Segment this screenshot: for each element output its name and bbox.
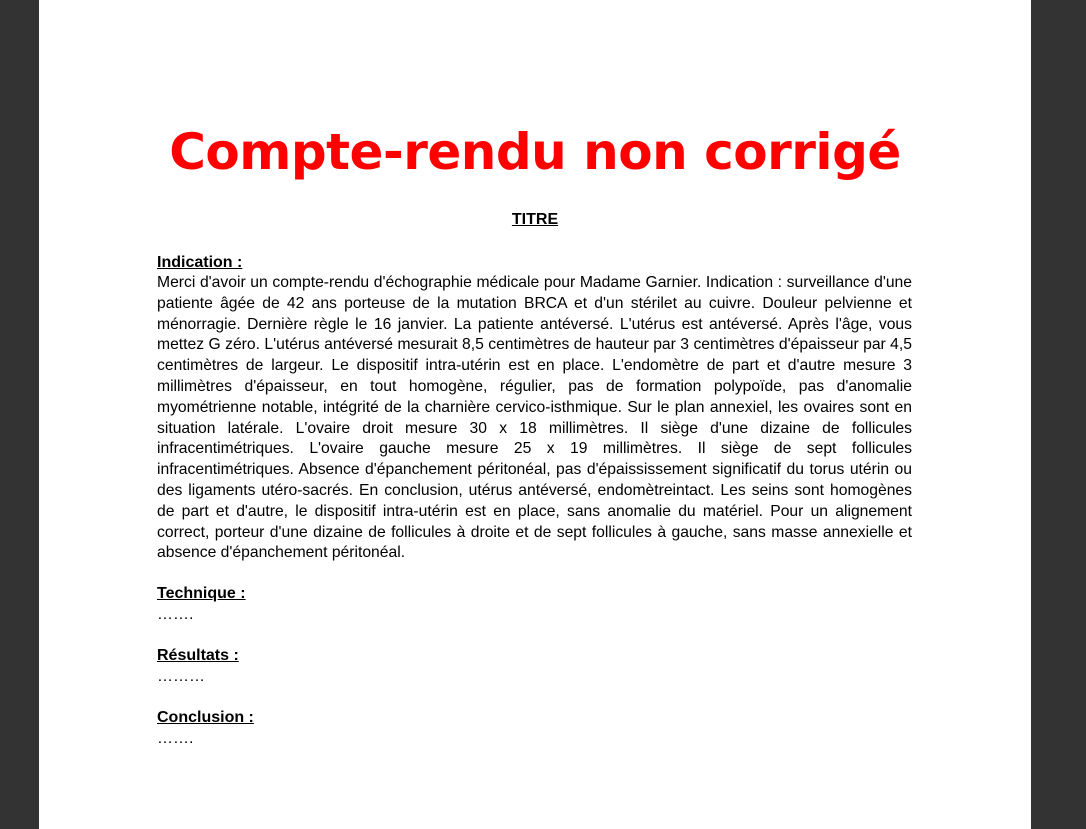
technique-text: ……. [157,606,194,623]
indication-heading: Indication : [157,254,243,271]
document-title: TITRE [511,211,559,228]
document-page [39,0,1031,829]
uncorrected-report-banner: Compte-rendu non corrigé [169,123,901,181]
indication-text: Merci d'avoir un compte-rendu d'échographie médicale pour Madame Garnier. Indication : surveillance d'une patiente âgée de 42 ans porteuse de la mutation BRCA et d'un stérilet au cuivre. Douleur pelvienne et ménorragie. Dernière règle le 16 janvier. La patiente antéversé. L'utérus est antéversé. Après l'âge, vous mettez G zéro. L'utérus antéversé mesurait 8,5 centimètres de hauteur par 3 centimètres d'épaisseur par 4,5 centimètres de largeur. Le dispositif intra-utérin est en place. L'endomètre de part et d'autre mesure 3 millimètres d'épaisseur, en tout homogène, régulier, pas de formation polypoïde, pas d'anomalie myométrienne notable, intégrité de la charnière cervico-isthmique. Sur le plan annexiel, les ovaires sont en situation latérale. L'ovaire droit mesure 30 x 18 millimètres. Il siège d'une dizaine de follicules infracentimétriques. L'ovaire gauche mesure 25 x 19 millimètres. Il siège de sept follicules infracentimétriques. Absence d'épanchement péritonéal, pas d'épaississement significatif du torus utérin ou des ligaments utéro-sacrés. En conclusion, utérus antéversé, endomètreintact. Les seins sont homogènes de part et d'autre, le dispositif intra-utérin est en place, sans anomalie du matériel. Pour un alignement correct, porteur d'une dizaine de follicules à droite et de sept follicules à gauche, sans masse annexielle et absence d'épanchement péritonéal. [157,274,912,562]
resultats-text: ……… [157,668,205,685]
conclusion-heading: Conclusion : [157,709,254,726]
technique-heading: Technique : [157,585,246,602]
conclusion-text: ……. [157,730,194,747]
resultats-heading: Résultats : [157,647,239,664]
